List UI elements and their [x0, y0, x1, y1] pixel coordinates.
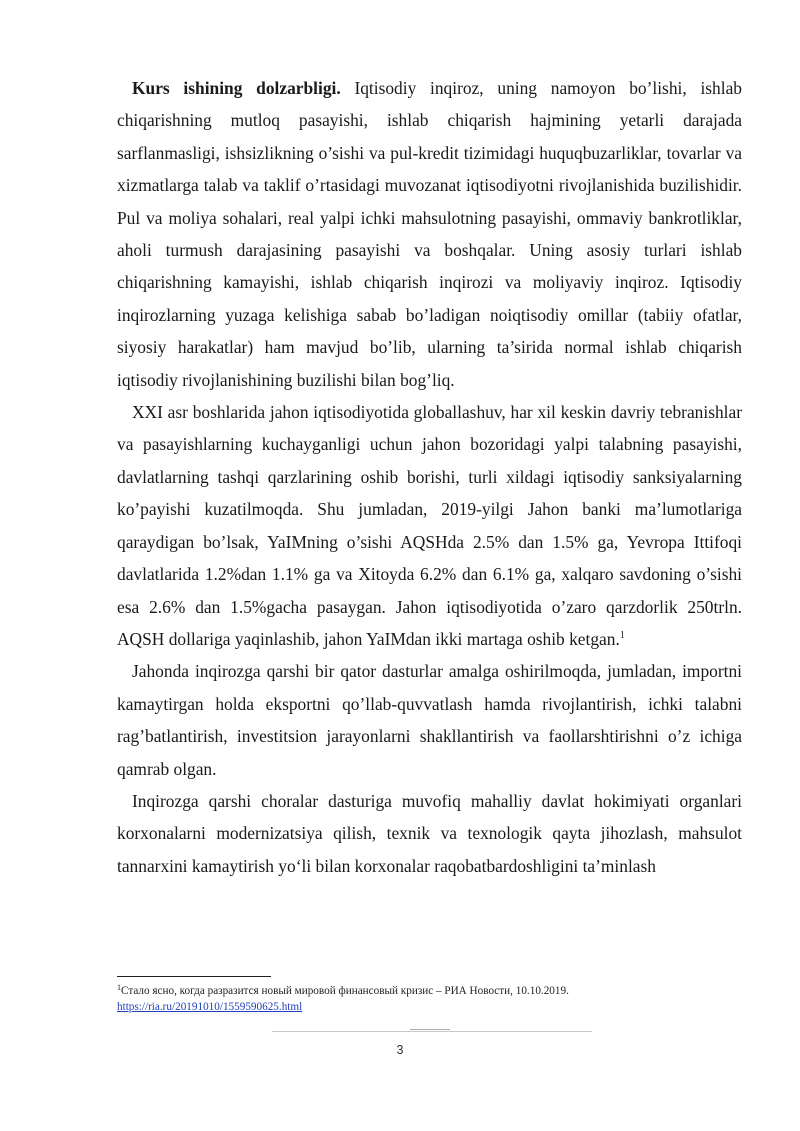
footnote: [117, 983, 742, 1015]
document-body: [117, 72, 742, 882]
paragraph-text: XXI asr boshlarida jahon iqtisodiyotida globallashuv, har xil keskin davriy tebranishlar va pasayishlarning kuchayganligi uchun jahon bozoridagi yalpi talabning pasayishi, davlatlarning tashqi qarzlarining oshib borishi, turli xildagi iqtisodiy sanksiyalarning ko’payishi kuzatilmoqda. Shu jumladan, 2019-yilgi Jahon banki ma’lumotlariga qaraydigan bo’lsak, YaIMning o’sishi AQSHda 2.5% dan 1.5% ga, Yevropa Ittifoqi davlatlarida 1.2%dan 1.1% ga va Xitoyda 6.2% dan 6.1% ga, xalqaro savdoning o’sishi esa 2.6% dan 1.5%gacha pasaygan. Jahon iqtisodiyotida o’zaro qarzdorlik 250trln. AQSH dollariga yaqinlashib, jahon YaIMdan ikki martaga oshib ketgan.: [117, 402, 742, 649]
paragraph-anticrisis-programs: [117, 655, 742, 785]
paragraph-relevance: [117, 72, 742, 396]
page-bottom-divider: [272, 1031, 592, 1032]
page-number: 3: [396, 1043, 404, 1057]
footnote-text: Стало ясно, когда разразится новый мировой финансовый кризис – РИА Новости, 10.10.2019.: [121, 985, 569, 997]
paragraph-text: Jahonda inqirozga qarshi bir qator dasturlar amalga oshirilmoqda, jumladan, importni kamaytirgan holda eksportni qo’llab-quvvatlash hamda rivojlantirish, ichki talabni rag’batlantirish, investitsion jarayonlarni shakllantirish va faollarshtirishni o’z ichiga qamrab olgan.: [117, 661, 742, 779]
page-bottom-divider-accent: [410, 1029, 450, 1030]
footnote-link[interactable]: https://ria.ru/20191010/1559590625.html: [117, 1001, 303, 1013]
paragraph-local-measures: [117, 785, 742, 882]
paragraph-text: Inqirozga qarshi choralar dasturiga muvofiq mahalliy davlat hokimiyati organlari korxonalarni modernizatsiya qilish, texnik va texnologik qayta jihozlash, mahsulot tannarxini kamaytirish yo‘li bilan korxonalar raqobatbardoshligini ta’minlash: [117, 790, 742, 876]
footnote-divider: [117, 976, 271, 977]
paragraph-lead-heading: Kurs ishining dolzarbligi.: [132, 78, 341, 98]
footnote-number: 1: [117, 983, 121, 992]
paragraph-text: Iqtisodiy inqiroz, uning namoyon bo’lishi, ishlab chiqarishning mutloq pasayishi, ishlab chiqarish hajmining yetarli darajada sarflanmasligi, ishsizlikning o’sishi va pul-kredit tizimidagi huquqbuzarliklar, tovarlar va xizmatlarga talab va taklif o’rtasidagi muvozanat iqtisodiyotni rivojlanishida buzilishidir. Pul va moliya sohalari, real yalpi ichki mahsulotning pasayishi, ommaviy bankrotliklar, aholi turmush darajasining pasayishi va boshqalar. Uning asosiy turlari ishlab chiqarishning kamayishi, ishlab chiqarish inqirozi va moliyaviy inqiroz. Iqtisodiy inqirozlarning yuzaga kelishiga sabab bo’ladigan noiqtisodiy omillar (tabiiy ofatlar, siyosiy harakatlar) ham mavjud bo’lib, ularning ta’sirida normal ishlab chiqarish iqtisodiy rivojlanishining buzilishi bilan bog’liq.: [117, 78, 742, 390]
paragraph-global-economy: [117, 396, 742, 655]
footnote-reference[interactable]: 1: [619, 629, 625, 641]
